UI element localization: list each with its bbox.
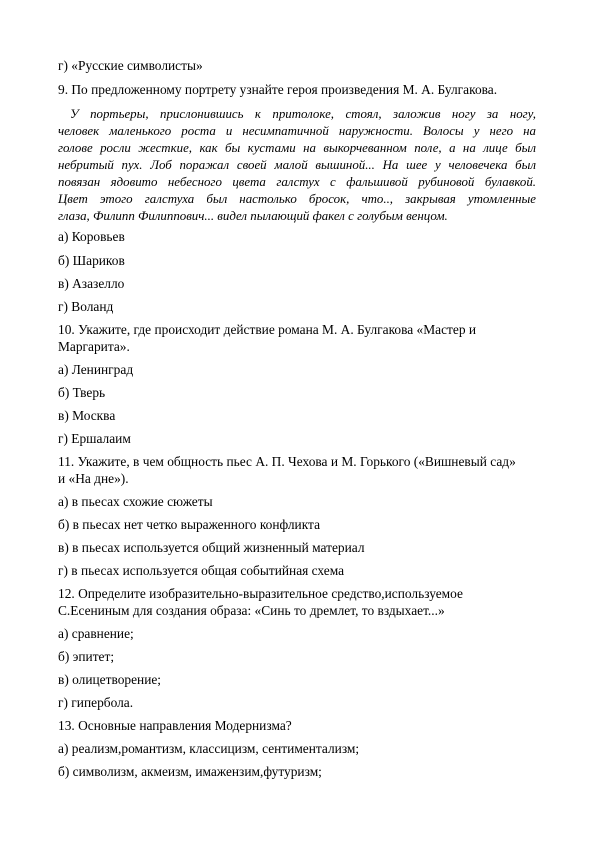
question-13-text: 13. Основные направления Модернизма? bbox=[58, 718, 292, 733]
question-12-line-2: С.Есениным для создания образа: «Синь то дремлет, то вздыхает...» bbox=[58, 603, 445, 618]
question-10-line-1: 10. Укажите, где происходит действие романа М. А. Булгакова «Мастер и bbox=[58, 322, 477, 337]
quote-line: У портьеры, прислонившись к притолоке, стоял, заложив ногу за ногу, bbox=[70, 107, 536, 121]
q13-option-a: а) реализм,романтизм, классицизм, сентиментализм; bbox=[58, 741, 360, 756]
quote-line: голове росли жесткие, как бы кустами на выкорчеванном поле, а на лице был bbox=[58, 141, 536, 155]
question-12-line-1: 12. Определите изобразительно-выразительное средство,используемое bbox=[58, 586, 463, 601]
q9-option-a: а) Коровьев bbox=[58, 229, 125, 244]
q12-option-b: б) эпитет; bbox=[58, 649, 115, 664]
quote-line: Цвет этого галстуха был настолько бросок, что.., закрывая утомленные bbox=[58, 192, 536, 206]
q10-option-a: а) Ленинград bbox=[58, 362, 134, 377]
q11-option-g: г) в пьесах используется общая событийная схема bbox=[58, 563, 345, 578]
quote-line: глаза, Филипп Филиппович... видел пылающий факел с голубым венцом. bbox=[58, 209, 448, 223]
question-10-line-2: Маргарита». bbox=[58, 339, 130, 354]
q10-option-b: б) Тверь bbox=[58, 385, 106, 400]
q10-option-v: в) Москва bbox=[58, 408, 116, 423]
q12-option-g: г) гипербола. bbox=[58, 695, 134, 710]
q12-option-a: а) сравнение; bbox=[58, 626, 134, 641]
question-11-line-1: 11. Укажите, в чем общность пьес А. П. Чехова и М. Горького («Вишневый сад» bbox=[58, 454, 516, 469]
q11-option-v: в) в пьесах используется общий жизненный материал bbox=[58, 540, 365, 555]
q13-option-b: б) символизм, акмеизм, имажензим,футуризм; bbox=[58, 764, 322, 779]
quote-line: небритый пух. Лоб поражал своей малой вышиной... На шее у человечека был bbox=[58, 158, 536, 172]
q11-option-a: а) в пьесах схожие сюжеты bbox=[58, 494, 213, 509]
question-9-text: 9. По предложенному портрету узнайте героя произведения М. А. Булгакова. bbox=[58, 82, 498, 97]
q12-option-v: в) олицетворение; bbox=[58, 672, 162, 687]
q8-option-g: г) «Русские символисты» bbox=[58, 58, 203, 73]
q9-option-v: в) Азазелло bbox=[58, 276, 125, 291]
q10-option-g: г) Ершалаим bbox=[58, 431, 131, 446]
quote-line: повязан ядовито небесного цвета галстух с фальшивой рубиновой булавкой. bbox=[58, 175, 536, 189]
q9-option-b: б) Шариков bbox=[58, 253, 125, 268]
q11-option-b: б) в пьесах нет четко выраженного конфликта bbox=[58, 517, 321, 532]
q9-option-g: г) Воланд bbox=[58, 299, 114, 314]
question-11-line-2: и «На дне»). bbox=[58, 471, 129, 486]
quote-line: человек маленького роста и несимпатичной наружности. Волосы у него на bbox=[58, 124, 536, 138]
